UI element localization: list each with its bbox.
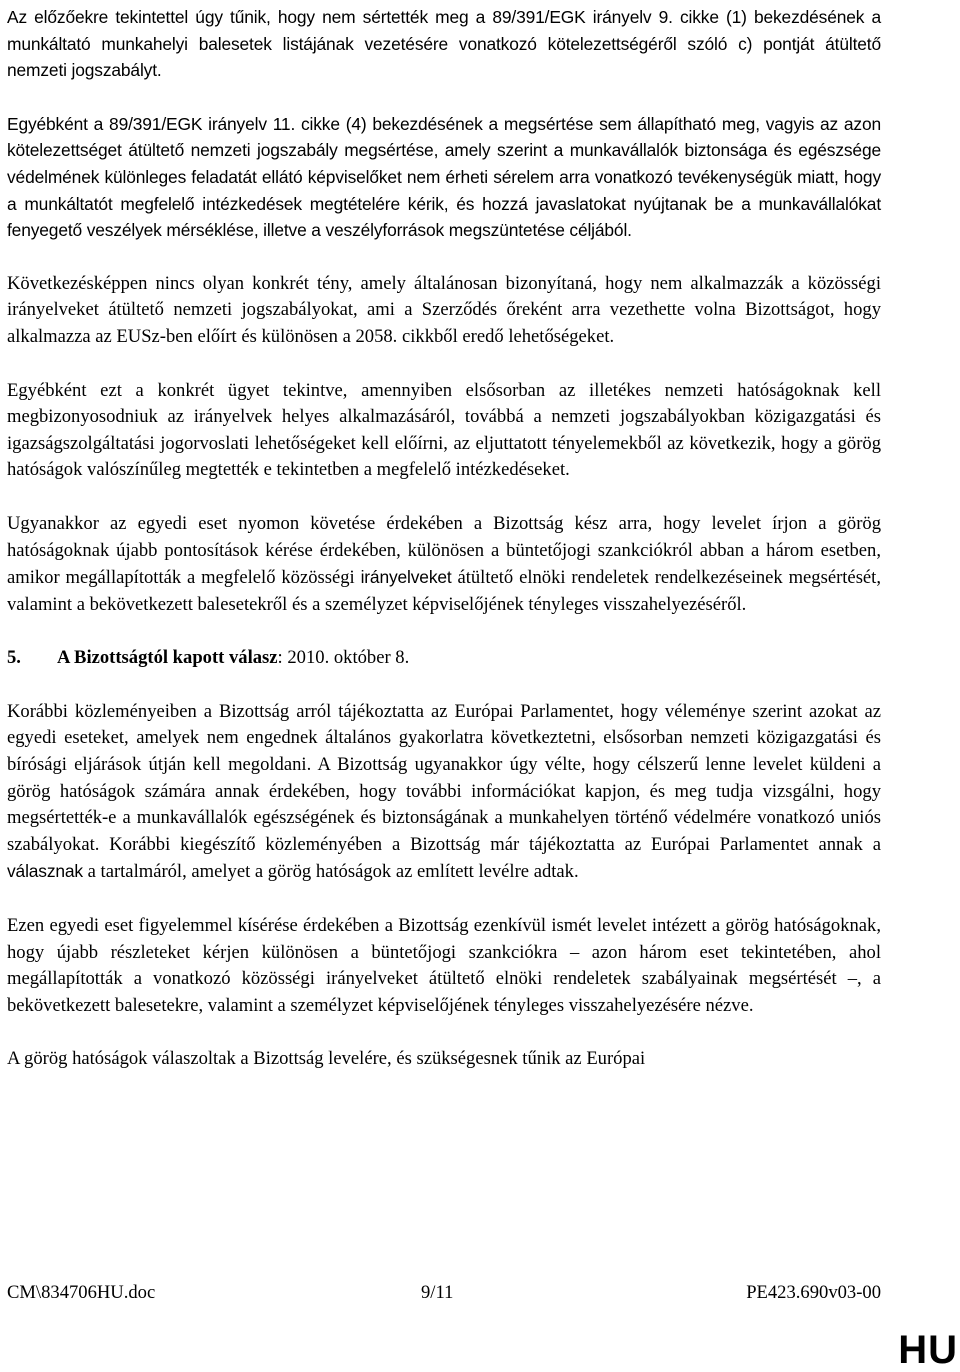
paragraph-6 <box>7 699 881 886</box>
paragraph-6-text-b: válasznak <box>7 861 83 882</box>
document-page <box>7 0 881 1100</box>
paragraph-6-text-a: Korábbi közleményeiben a Bizottság arról tájékoztatta az Európai Parlamentet, hogy véleménye szerint azokat az egyedi eseteket, amelyek nem engednek általános gyakorlatra következtetni, elsősorban nemzeti közigazgatási és bírósági eljárások útján kell megoldani. A Bizottság ugyanakkor úgy vélte, hogy célszerű lenne levelet küldeni a görög hatóságok számára annak érdekében, hogy további információkat kapjon, és meg tudja vizsgálni, hogy megsértették-e a munkavállalók egészségének és biztonságának a munkahelyen történő védelmére vonatkozó uniós szabályokat. Korábbi kiegészítő közleményében a Bizottság már tájékoztatta az Európai Parlamentet annak a <box>7 700 881 855</box>
paragraph-5-text-b: irányelveket <box>360 567 452 588</box>
section-separator: : <box>277 647 288 669</box>
paragraph-5 <box>7 511 881 618</box>
paragraph-2 <box>7 111 881 244</box>
paragraph-1-text: Az előzőekre tekintettel úgy tűnik, hogy nem sértették meg a 89/391/EGK irányelv 9. cikke (1) bekezdésének a munkáltató munkahelyi balesetek listájának vezetésére vonatkozó kötelezettségéről szóló c) pontját átültető nemzeti jogszabályt. <box>7 7 881 81</box>
section-number: 5. <box>7 647 21 669</box>
paragraph-2-text: Egyébként a 89/391/EGK irányelv 11. cikke (4) bekezdésének a megsértése sem állapítható meg, vagyis az azon kötelezettséget átültető nemzeti jogszabály megsértése, amely szerint a munkavállalók biztonsága és egészsége védelmének különleges feladatát ellátó képviselőket nem érheti sérelem arra vonatkozó tevékenységük miatt, hogy a munkáltatót megfelelő intézkedések megtételére kérik, és hozzá javaslatokat nyújtanak be a munkavállalókat fenyegető veszélyek mérséklése, illetve a veszélyforrások megszüntetése céljából. <box>7 113 881 241</box>
page-footer <box>7 1281 881 1305</box>
footer-pe-reference: PE423.690v03-00 <box>746 1282 881 1303</box>
footer-doc-reference: CM\834706HU.doc <box>7 1282 156 1303</box>
paragraph-3-text: Következésképpen nincs olyan konkrét tény, amely általánosan bizonyítaná, hogy nem alkalmazzák a közösségi irányelveket átültető nemzeti jogszabályokat, ami a Szerződés őreként arra vezethette volna Bizottságot, hogy alkalmazza az EUSz-ben előírt és különösen a 2058. cikkből eredő lehetőségeket. <box>7 272 881 347</box>
paragraph-7-text: Ezen egyedi eset figyelemmel kísérése érdekében a Bizottság ezenkívül ismét levelet intézett a görög hatóságoknak, hogy újabb részleteket kérjen különösen a büntetőjogi szankciókra – azon három eset tekintetében, ahol megállapították a vonatkozó közösségi irányelveket átültető elnöki rendeletek szabályainak megsértését –, a bekövetkezett balesetekre, valamint a személyzet képviselőjének tényleges visszahelyezésére nézve. <box>7 915 881 1016</box>
paragraph-8-text: A görög hatóságok válaszoltak a Bizottság levelére, és szükségesnek tűnik az Európai <box>7 1048 646 1070</box>
paragraph-4 <box>7 378 881 484</box>
section-date: 2010. október 8. <box>287 647 410 669</box>
paragraph-4-text: Egyébként ezt a konkrét ügyet tekintve, amennyiben elsősorban az illetékes nemzeti hatóságoknak kell megbizonyosodniuk az irányelvek helyes alkalmazásáról, továbbá a nemzeti jogszabályokban közigazgatási és igazságszolgáltatási jogorvoslati lehetőségeket kell előírni, az eljuttatott tényelemekből az következik, hogy a görög hatóságok valószínűleg megtették e tekintetben a megfelelő intézkedéseket. <box>7 379 881 481</box>
paragraph-6-text-c: a tartalmáról, amelyet a görög hatóságok az említett levélre adtak. <box>82 861 579 883</box>
paragraph-1 <box>7 4 881 84</box>
paragraph-8 <box>7 1046 881 1073</box>
section-heading <box>7 645 881 672</box>
paragraph-5-text-c: átültető elnöki rendeletek rendelkezéseinek megsértését, valamint a bekövetkezett balesetekről és a személyzet képviselőjének tényleges visszahelyezéséről. <box>7 567 881 615</box>
footer-page-number: 9/11 <box>421 1282 454 1303</box>
paragraph-3 <box>7 271 881 351</box>
section-title: A Bizottságtól kapott válasz <box>57 647 278 669</box>
language-code: HU <box>898 1328 958 1372</box>
paragraph-7 <box>7 913 881 1019</box>
paragraph-5-text-a: Ugyanakkor az egyedi eset nyomon követése érdekében a Bizottság kész arra, hogy levelet írjon a görög hatóságoknak újabb pontosítások kérése érdekében, különösen a büntetőjogi szankciókról abban a három esetben, amikor megállapították a megfelelő közösségi <box>7 512 881 589</box>
